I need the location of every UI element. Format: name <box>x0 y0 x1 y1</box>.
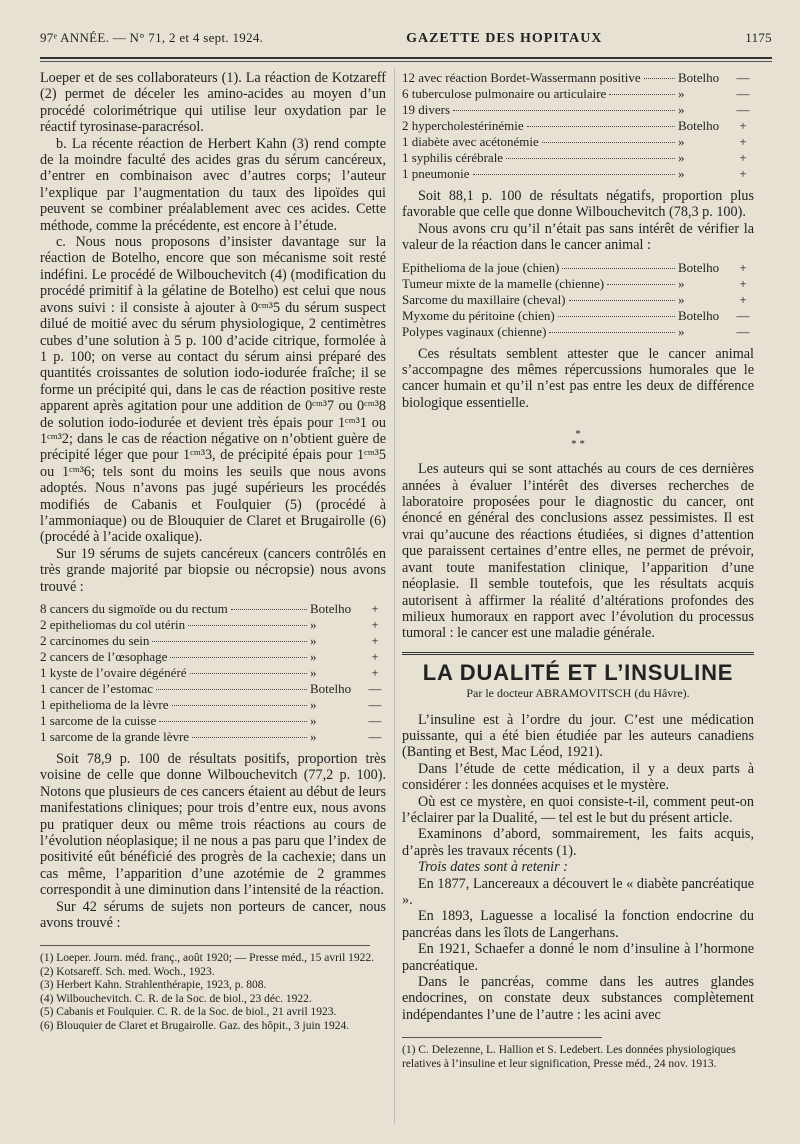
page-number: 1175 <box>745 30 772 45</box>
list-item <box>402 150 754 166</box>
item-label: 1 sarcome de la grande lèvre <box>40 729 190 744</box>
item-sign: + <box>371 665 379 680</box>
item-sign: — <box>368 729 382 744</box>
paragraph: Soit 88,1 p. 100 de résultats négatifs, proportion plus favorable que celle que donne Wilbouchevitch (78,3 p. 100). <box>402 188 754 221</box>
footnote: (1) Loeper. Journ. méd. franç., août 1920; — Presse méd., 15 avril 1922. <box>40 952 375 965</box>
item-label: 12 avec réaction Bordet-Wassermann positive <box>402 70 641 85</box>
paragraph: Où est ce mystère, en quoi consiste-t-il, comment peut-on l’éclairer par la Dualité, — tel est le but du présent article. <box>402 793 754 826</box>
item-result: » <box>310 665 317 680</box>
paragraph: Dans le pancréas, comme dans les autres glandes endocrines, on constate deux substances complètement indépendantes l’une de l’autre : les acini avec <box>402 974 754 1023</box>
list-item <box>402 276 754 292</box>
paragraph: L’insuline est à l’ordre du jour. C’est une médication puissante, qui a été bien étudiée par les auteurs canadiens (Banting et Best, Mac Léod, 1921). <box>402 711 754 761</box>
item-sign: — <box>736 307 750 323</box>
leader-dots <box>170 657 307 658</box>
item-sign: + <box>371 601 379 616</box>
leader-dots <box>152 641 307 642</box>
cancer-results-list <box>40 601 386 745</box>
item-label: Polypes vaginaux (chienne) <box>402 323 547 339</box>
paragraph: Sur 42 sérums de sujets non porteurs de cancer, nous avons trouvé : <box>40 898 386 932</box>
header-rule <box>40 57 772 59</box>
item-sign: + <box>739 150 747 165</box>
item-sign: + <box>371 617 379 632</box>
leader-dots <box>192 737 307 738</box>
item-label: 19 divers <box>402 102 451 117</box>
paragraph: Ces résultats semblent attester que le cancer animal s’accompagne des mêmes répercussions humorales que le cancer humain et qu’il n’est pas entre les deux de différence biologique essentielle. <box>402 345 754 411</box>
item-sign: — <box>736 70 750 85</box>
item-label: 1 sarcome de la cuisse <box>40 713 157 728</box>
item-label: 1 diabète avec acétonémie <box>402 134 539 149</box>
item-sign: + <box>739 259 747 275</box>
item-sign: — <box>368 713 382 728</box>
leader-dots <box>172 705 307 706</box>
paragraph: c. Nous nous proposons d’insister davantage sur la réaction de Botelho, encore que son mécanisme soit resté indéfini. Le procédé de Wilbouchevitch (4) (modification du procédé primitif à la gélatine de Botelho) est celui que nous avons suivi : il consiste à ajouter à 0ᶜᵐ³5 du sérum suspect dilué de moitié avec du sérum physiologique, 2 centimètres cubes d’une solution à 5 p. 100 d’acide citrique, formolée à 1 p. 100; on verse au contact du sérum ainsi préparé des quantités croissantes de solution iodo-iodurée fraîche; il se forme un précipité qui, dans le cas de réaction positive reste apparent après agitation pour une addition de 0ᶜᵐ³7 ou 0ᶜᵐ³8 de solution iodo-iodurée et devient très épais pour 1ᶜᵐ³1 ou 1ᶜᵐ³2; dans le cas de réaction négative on n’obtient guère de précipité léger que pour 1ᶜᵐ³3, de précipité épais pour 1ᶜᵐ³5 ou 1ᶜᵐ³6; tels sont du moins les seuils que nous avons adoptés. Nous n’avons pas jugé supérieurs les procédés modifiés de Cabanis et Foulquier (5) (procédé à l’ammoniaque) ou de Blouquier de Claret et Brugairolle (6) (procédé à l’acide oxalique). <box>40 234 386 546</box>
leader-dots <box>569 300 675 301</box>
list-item <box>40 713 386 729</box>
item-sign: + <box>739 291 747 307</box>
header-rule-thin <box>40 61 772 62</box>
page-header <box>40 30 772 54</box>
paragraph: En 1877, Lancereaux a découvert le « diabète pancréatique ». <box>402 875 754 908</box>
animal-results-list <box>402 260 754 340</box>
leader-dots <box>156 689 307 690</box>
column-divider <box>394 68 395 1124</box>
item-sign: + <box>739 166 747 181</box>
item-label: 1 kyste de l’ovaire dégénéré <box>40 665 187 680</box>
item-label: 1 syphilis cérébrale <box>402 150 504 165</box>
item-result: » <box>310 729 317 744</box>
footnote-rule <box>402 1037 602 1038</box>
list-item <box>40 697 386 713</box>
item-sign: — <box>368 681 382 696</box>
leader-dots <box>231 609 307 610</box>
item-result: Botelho <box>310 681 352 696</box>
item-sign: + <box>371 633 379 648</box>
list-item <box>40 601 386 617</box>
item-sign: + <box>739 275 747 291</box>
leader-dots <box>558 316 675 317</box>
item-result: Botelho <box>310 601 352 616</box>
section-stars: * * * <box>571 428 585 451</box>
list-item <box>40 617 386 633</box>
item-label: 2 cancers de l’œsophage <box>40 649 168 664</box>
paragraph: Les auteurs qui se sont attachés au cours de ces dernières années à évaluer l’intérêt des diverses recherches de laboratoire proposées pour le diagnostic du cancer, ont énoncé en général des conclusions assez pessimistes. Il est vrai qu’aucune des réactions étudiées, si dignes d’attention que paraissent certaines d’entre elles, ne permet de prévoir, avant toute manifestation clinique, l’apparition d’une néoplasie. Il semble toutefois, que les résultats acquis autorisent à affirmer la réalité d’altérations profondes des milieux humoraux en rapport avec l’évolution du processus tumoral : le cancer est une maladie générale. <box>402 461 754 642</box>
leader-dots <box>527 126 675 127</box>
item-label: Epithelioma de la joue (chien) <box>402 259 560 275</box>
leader-dots <box>542 142 675 143</box>
list-item <box>402 324 754 340</box>
item-result: Botelho <box>678 118 720 133</box>
paragraph: Loeper et de ses collaborateurs (1). La réaction de Kotzareff (2) permet de déceler les amino-acides au moyen d’un procédé colorimétrique qui utilise leur oxydation par le réactif tyrosinase-paracrésol. <box>40 70 386 136</box>
section-rule <box>402 652 754 655</box>
leader-dots <box>562 268 675 269</box>
item-label: 1 cancer de l’estomac <box>40 681 153 696</box>
item-label: 6 tuberculose pulmonaire ou articulaire <box>402 86 607 101</box>
paragraph: Nous avons cru qu’il n’était pas sans intérêt de vérifier la valeur de la réaction dans le cancer animal : <box>402 220 754 254</box>
footnote: (4) Wilbouchevitch. C. R. de la Soc. de biol., 23 déc. 1922. <box>40 992 312 1005</box>
footnotes <box>40 952 386 1032</box>
list-item <box>402 102 754 118</box>
item-sign: — <box>736 323 750 339</box>
item-label: Sarcome du maxillaire (cheval) <box>402 291 566 307</box>
item-label: 8 cancers du sigmoïde ou du rectum <box>40 601 228 616</box>
paragraph: b. La récente réaction de Herbert Kahn (3) rend compte de la moindre faculté des acides gras du sérum cancéreux, d’entrer en combinaison avec d’autres corps; l’auteur l’explique par l’augmentation du taux des lipoïdes qui peuvent se combiner préalablement avec ces acides. Cette méthode, comme la précédente, est encore à l’étude. <box>40 135 386 234</box>
footnote: (2) Kotsareff. Sch. med. Woch., 1923. <box>40 965 215 978</box>
leader-dots <box>549 332 675 333</box>
item-sign: — <box>736 86 750 101</box>
list-item <box>402 70 754 86</box>
item-sign: — <box>736 102 750 117</box>
item-label: 2 carcinomes du sein <box>40 633 150 648</box>
footnote: (5) Cabanis et Foulquier. C. R. de la Soc. de biol., 21 avril 1923. <box>40 1006 337 1019</box>
footnote: (6) Blouquier de Claret et Brugairolle. Gaz. des hôpit., 3 juin 1924. <box>40 1019 350 1032</box>
leader-dots <box>190 673 307 674</box>
item-label: 2 hypercholestérinémie <box>402 118 524 133</box>
paragraph: Sur 19 sérums de sujets cancéreux (cancers contrôlés en très grande majorité par biopsie ou nécropsie) nous avons trouvé : <box>40 545 386 595</box>
item-label: Tumeur mixte de la mamelle (chienne) <box>402 275 605 291</box>
footnote: (3) Herbert Kahn. Strahlenthérapie, 1923, p. 808. <box>40 979 267 992</box>
list-item <box>402 118 754 134</box>
list-item <box>402 86 754 102</box>
paragraph: En 1893, Laguesse a localisé la fonction endocrine du pancréas dans les îlots de Langerhans. <box>402 908 754 941</box>
leader-dots <box>159 721 307 722</box>
right-column <box>402 70 754 1071</box>
paragraph: Trois dates sont à retenir : <box>418 859 568 876</box>
item-result: » <box>678 166 685 181</box>
leader-dots <box>644 78 675 79</box>
item-result: » <box>310 713 317 728</box>
article-title: LA DUALITÉ ET L’INSULINE <box>422 659 734 685</box>
item-sign: — <box>368 697 382 712</box>
list-item <box>402 260 754 276</box>
item-label: 1 epithelioma de la lèvre <box>40 697 169 712</box>
list-item <box>402 166 754 182</box>
list-item <box>402 134 754 150</box>
list-item <box>40 633 386 649</box>
leader-dots <box>473 174 675 175</box>
item-sign: + <box>739 134 747 149</box>
item-label: 1 pneumonie <box>402 166 470 181</box>
item-result: » <box>310 633 317 648</box>
issue-info: 97ᵉ ANNÉE. — N° 71, 2 et 4 sept. 1924. <box>40 30 264 45</box>
list-item <box>402 292 754 308</box>
paragraph: Examinons d’abord, sommairement, les faits acquis, d’après les travaux récents (1). <box>402 826 754 859</box>
item-sign: + <box>739 118 747 133</box>
list-item <box>40 665 386 681</box>
paragraph: Soit 78,9 p. 100 de résultats positifs, proportion très voisine de celle que donne Wilbouchevitch (77,2 p. 100). Notons que plusieurs de ces cancers étaient au début de leurs manifestations cliniques; pour trois d’entre eux, nous avons pu pratiquer deux ou même trois réactions au cours de l’évolution néoplasique; il ne nous a pas paru que l’index de positivité eût bénéficié des progrès de la cachexie; dans un cas même, l’apparition d’une azotémie de 2 grammes correspondit à une diminution dans l’intensité de la réaction. <box>40 751 386 899</box>
list-item <box>40 729 386 745</box>
list-item <box>40 681 386 697</box>
item-result: » <box>678 291 685 307</box>
item-result: » <box>678 134 685 149</box>
item-result: » <box>678 275 685 291</box>
item-result: Botelho <box>678 259 720 275</box>
item-result: » <box>678 86 685 101</box>
non-cancer-results-list <box>402 70 754 182</box>
paragraph: En 1921, Schaefer a donné le nom d’insuline à l’hormone pancréatique. <box>402 941 754 974</box>
leader-dots <box>506 158 675 159</box>
footnote: (1) C. Delezenne, L. Hallion et S. Ledebert. Les données physiologiques relatives à l’insuline et leur signification, Presse méd., 24 nov. 1913. <box>402 1044 736 1070</box>
footnote-rule <box>40 945 370 946</box>
item-label: Myxome du péritoine (chien) <box>402 307 555 323</box>
item-result: » <box>310 649 317 664</box>
list-item <box>402 308 754 324</box>
item-result: Botelho <box>678 307 720 323</box>
list-item <box>40 649 386 665</box>
leader-dots <box>453 110 675 111</box>
item-sign: + <box>371 649 379 664</box>
journal-title: GAZETTE DES HOPITAUX <box>406 31 603 46</box>
item-label: 2 epitheliomas du col utérin <box>40 617 186 632</box>
item-result: » <box>310 617 317 632</box>
leader-dots <box>609 94 675 95</box>
item-result: » <box>310 697 317 712</box>
article-byline: Par le docteur ABRAMOVITSCH (du Hâvre). <box>466 686 690 701</box>
paragraph: Dans l’étude de cette médication, il y a deux parts à considérer : les données acquises et le mystère. <box>402 760 754 794</box>
left-column <box>40 70 386 1033</box>
leader-dots <box>188 625 307 626</box>
item-result: » <box>678 102 685 117</box>
item-result: » <box>678 323 685 339</box>
item-result: Botelho <box>678 70 720 85</box>
item-result: » <box>678 150 685 165</box>
leader-dots <box>607 284 675 285</box>
